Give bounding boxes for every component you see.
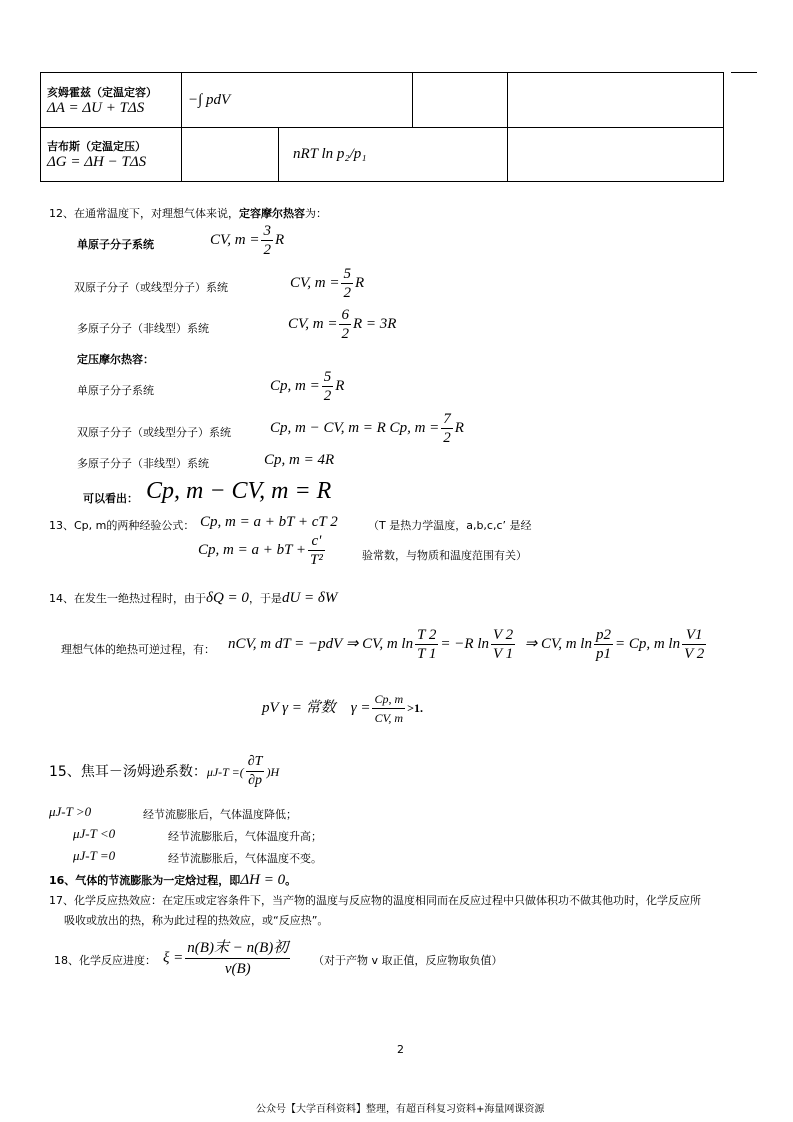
text: R bbox=[335, 377, 345, 394]
text: CV, m = bbox=[210, 231, 260, 248]
text: 15、焦耳－汤姆逊系数： bbox=[49, 764, 207, 780]
num: 5 bbox=[323, 369, 332, 385]
cp-label: 单原子分子系统 bbox=[77, 384, 154, 397]
fraction bbox=[415, 626, 438, 663]
jt-effect: 经节流膨胀后，气体温度升高； bbox=[168, 830, 322, 843]
cv-label: 单原子分子系统 bbox=[77, 238, 154, 251]
section-18-intro: 18、化学反应进度： bbox=[54, 954, 156, 967]
conclusion-formula: Cp, m − CV, m = R bbox=[146, 478, 332, 504]
table-cell-name bbox=[41, 73, 182, 128]
reaction-extent-formula bbox=[163, 938, 292, 979]
page-number: 2 bbox=[397, 1043, 404, 1056]
text: 为： bbox=[305, 207, 327, 220]
table-cell bbox=[413, 73, 508, 128]
fraction bbox=[246, 753, 265, 790]
text: CV, m = bbox=[290, 274, 340, 291]
text: δQ = 0 bbox=[206, 590, 249, 606]
fraction bbox=[308, 532, 325, 569]
text: R bbox=[454, 419, 464, 436]
den: ν(B) bbox=[224, 961, 251, 977]
text: 定容摩尔热容 bbox=[239, 207, 305, 220]
footer: 公众号【大学百科资料】整理，有超百科复习资料+海量网课资源 bbox=[256, 1104, 545, 1115]
cv-label: 双原子分子（或线型分子）系统 bbox=[74, 281, 228, 294]
table-cell: −∫ pdV bbox=[182, 73, 413, 128]
text: ，于是 bbox=[248, 592, 282, 605]
pv-gamma bbox=[262, 690, 423, 727]
section-15-intro bbox=[49, 753, 279, 790]
num: 3 bbox=[263, 223, 271, 239]
note: （对于产物 v 取正值，反应物取负值） bbox=[313, 954, 503, 967]
table-cell-name bbox=[41, 128, 182, 182]
jt-condition: μJ-T =0 bbox=[73, 848, 116, 863]
text: nCV, m dT = −pdV ⇒ CV, m ln bbox=[228, 635, 414, 652]
text: = Cp, m ln bbox=[614, 635, 681, 652]
row-formula: ΔG = ΔH − TΔS bbox=[47, 154, 147, 170]
text: R = 3R bbox=[352, 315, 397, 332]
num: c' bbox=[308, 532, 325, 551]
den: p1 bbox=[595, 646, 611, 662]
cv-formula bbox=[288, 306, 396, 343]
section-17-line2: 吸收或放出的热，称为此过程的热效应，或“反应热”。 bbox=[64, 914, 329, 927]
fraction bbox=[682, 626, 706, 663]
section-12-intro bbox=[49, 205, 327, 221]
text: 。 bbox=[285, 874, 297, 887]
text: >1. bbox=[407, 700, 423, 715]
cp-formula bbox=[270, 410, 464, 447]
text: )H bbox=[266, 765, 280, 779]
fraction bbox=[372, 690, 405, 727]
num: p2 bbox=[595, 627, 611, 643]
jt-condition: μJ-T >0 bbox=[49, 804, 92, 819]
den: V 2 bbox=[684, 646, 705, 662]
fraction bbox=[341, 265, 353, 302]
den: 2 bbox=[343, 285, 351, 301]
num: 6 bbox=[341, 307, 349, 323]
den: T 1 bbox=[417, 646, 437, 662]
text: R bbox=[274, 231, 285, 248]
text: μJ-T =( bbox=[206, 765, 244, 779]
cp-label: 双原子分子（或线型分子）系统 bbox=[77, 426, 231, 439]
fraction bbox=[491, 626, 515, 663]
cp-empirical-2 bbox=[198, 532, 327, 569]
text: dU = δW bbox=[281, 590, 338, 606]
text: = −R ln bbox=[440, 635, 489, 652]
table-subcell bbox=[182, 128, 279, 181]
cp-title: 定压摩尔热容： bbox=[77, 353, 154, 366]
text: 16、气体的节流膨胀为一定焓过程，即 bbox=[49, 874, 241, 887]
table-row bbox=[41, 128, 724, 182]
note: 验常数，与物质和温度范围有关） bbox=[362, 549, 527, 562]
cp-label: 多原子分子（非线型）系统 bbox=[77, 457, 209, 470]
num: 5 bbox=[343, 266, 351, 282]
text: ⇒ CV, m ln bbox=[524, 635, 592, 652]
den: T² bbox=[310, 552, 323, 568]
section-16 bbox=[49, 872, 296, 889]
num: V1 bbox=[682, 626, 706, 645]
table-cell: nRT ln p₂/p₁ bbox=[293, 146, 367, 162]
text: Cp, m − CV, m = R Cp, m = bbox=[270, 419, 440, 436]
cp-formula bbox=[270, 368, 344, 405]
row-name: 亥姆霍兹（定温定容） bbox=[47, 85, 157, 99]
text: pV γ = 常数 bbox=[262, 699, 336, 716]
num: T 2 bbox=[417, 627, 437, 643]
adiabatic-formula bbox=[228, 626, 708, 663]
jt-effect: 经节流膨胀后，气体温度降低； bbox=[143, 808, 297, 821]
section-14-intro bbox=[49, 590, 337, 607]
note: （T 是热力学温度，a,b,c,c’ 是经 bbox=[368, 519, 532, 532]
den: 2 bbox=[341, 326, 349, 342]
text: 14、在发生一绝热过程时，由于 bbox=[49, 592, 206, 605]
section-13-intro: 13、Cp, m的两种经验公式： bbox=[49, 519, 195, 532]
den: V 1 bbox=[492, 646, 514, 662]
jt-condition: μJ-T <0 bbox=[73, 826, 116, 841]
num: ∂T bbox=[246, 753, 265, 772]
table-row bbox=[41, 73, 724, 128]
thermo-table bbox=[40, 72, 724, 182]
row-name: 吉布斯（定温定压） bbox=[47, 140, 146, 153]
text: ξ = bbox=[163, 949, 184, 966]
text: Cp, m = bbox=[270, 377, 320, 394]
text: R bbox=[354, 274, 365, 291]
section-17-line1: 17、化学反应热效应：在定压或定容条件下，当产物的温度与反应物的温度相同而在反应过程中只做体积功不做其他功时，化学反应所 bbox=[49, 894, 701, 907]
den: 2 bbox=[323, 388, 332, 404]
conclusion-label: 可以看出： bbox=[83, 492, 138, 505]
cv-formula bbox=[210, 222, 284, 259]
den: 2 bbox=[443, 430, 451, 446]
table-cell bbox=[508, 128, 724, 182]
fraction bbox=[322, 368, 334, 405]
row-formula: ΔA = ΔU + TΔS bbox=[47, 99, 145, 116]
table-cell bbox=[182, 128, 508, 182]
num: 7 bbox=[443, 411, 451, 427]
jt-effect: 经节流膨胀后，气体温度不变。 bbox=[168, 852, 322, 865]
fraction bbox=[261, 222, 273, 259]
text: Cp, m = a + bT + bbox=[198, 541, 307, 558]
text: γ = bbox=[350, 699, 371, 716]
fraction bbox=[441, 410, 453, 447]
cv-formula bbox=[290, 265, 364, 302]
fraction bbox=[185, 938, 290, 979]
adiabatic-label: 理想气体的绝热可逆过程，有： bbox=[61, 643, 215, 656]
fraction bbox=[594, 626, 613, 663]
den: CV, m bbox=[374, 711, 404, 725]
cp-formula: Cp, m = 4R bbox=[264, 452, 335, 468]
num: V 2 bbox=[492, 627, 514, 643]
fraction bbox=[339, 306, 351, 343]
den: ∂p bbox=[248, 773, 263, 788]
cv-label: 多原子分子（非线型）系统 bbox=[77, 322, 209, 335]
text: 12、在通常温度下，对理想气体来说， bbox=[49, 207, 239, 220]
table-top-extension bbox=[731, 72, 757, 73]
num: Cp, m bbox=[372, 690, 405, 709]
text: ΔH = 0 bbox=[240, 872, 286, 888]
cp-empirical-1: Cp, m = a + bT + cT 2 bbox=[200, 514, 338, 530]
den: 2 bbox=[263, 242, 271, 258]
text: CV, m = bbox=[288, 315, 338, 332]
num: n(B)末 − n(B)初 bbox=[185, 938, 290, 959]
table-cell bbox=[508, 73, 724, 128]
